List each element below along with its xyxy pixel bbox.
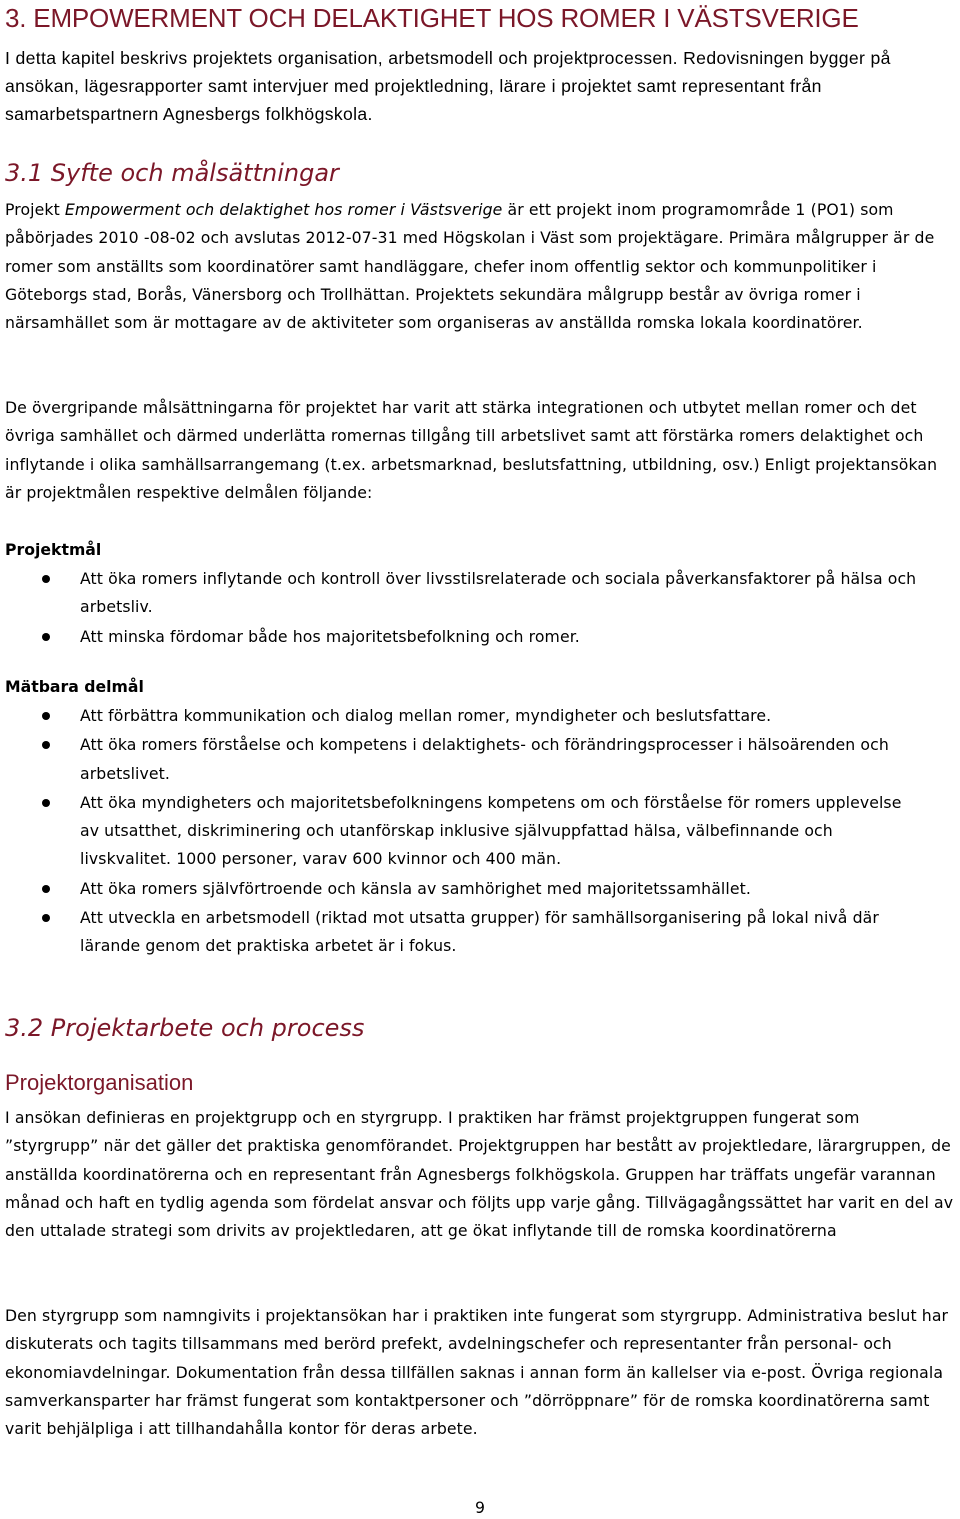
list-item [0,565,950,622]
list-item-text: Att öka romers förståelse och kompetens i delaktighets- och förändringsprocesser i hälsoärenden och arbetslivet. [80,735,889,783]
paragraph-text: är ett projekt inom programområde 1 (PO1) som påbörjades 2010 -08-02 och avslutas 2012-07-31 med Högskolan i Väst som projektägare. Primära målgrupper är de romer som anställts som koordinatörer samt handläggare, chefer inom offentlig sektor och kommunpolitiker i Göteborgs stad, Borås, Vänersborg och Trollhättan. Projektets sekundära målgrupp består av övriga romer i närsamhället som är mottagare av de aktiviteter som organiseras av anställda romska lokala koordinatörer. [5,200,935,333]
list-item [0,904,950,961]
list-item-text: Att öka romers självförtroende och känsla av samhörighet med majoritetssamhället. [80,878,751,898]
bullet-icon [42,799,50,807]
project-name-italic: Empowerment och delaktighet hos romer i Västsverige [64,200,503,219]
section-3-2-subtitle: Projektorganisation [5,1070,194,1095]
chapter-heading: 3. EMPOWERMENT OCH DELAKTIGHET HOS ROMER I VÄSTSVERIGE [5,3,859,33]
bullet-icon [42,914,50,922]
list-item-text: Att utveckla en arbetsmodell (riktad mot utsatta grupper) för samhällsorganisering på lokal nivå där lärande genom det praktiska arbetet är i fokus. [80,908,879,956]
section-3-1-title: 3.1 Syfte och målsättningar [5,159,339,187]
goals-title: Projektmål [5,540,102,559]
goals-list [0,565,950,652]
list-item [0,623,950,651]
section-3-2-paragraph-1: I ansökan definieras en projektgrupp och en styrgrupp. I praktiken har främst projektgruppen fungerat som ”styrgrupp” när det gäller det praktiska genomförandet. Projektgruppen har bestått av projektledare, lärargruppen, de anställda koordinatörerna och en representant från Agnesbergs folkhögskola. Gruppen har träffats ungefär varannan månad och haft en tydlig agenda som fördelat ansvar och följts upp varje gång. Tillvägagångssättet har varit en del av den uttalade strategi som drivits av projektledaren, att ge ökat inflytande till de romska koordinatörerna [5,1108,954,1241]
list-item [0,702,950,730]
bullet-icon [42,633,50,641]
list-item [0,789,950,874]
list-item-text: Att öka romers inflytande och kontroll över livsstilsrelaterade och sociala påverkansfaktorer på hälsa och arbetsliv. [80,569,917,617]
paragraph-text: Projekt [5,200,65,219]
list-item [0,731,950,788]
list-item-text: Att minska fördomar både hos majoritetsbefolkning och romer. [80,626,580,646]
list-item-text: Att öka myndigheters och majoritetsbefolkningens kompetens om och förståelse för romers upplevelse av utsatthet, diskriminering och utanförskap inklusive självuppfattad hälsa, välbefinnande och livskvalitet. 1000 personer, varav 600 kvinnor och 400 män. [80,792,902,869]
section-3-1-paragraph-1 [5,196,955,337]
sub-goals-list [0,702,950,962]
list-item [0,875,950,903]
bullet-icon [42,885,50,893]
sub-goals-title: Mätbara delmål [5,677,144,696]
bullet-icon [42,712,50,720]
section-3-2-paragraph-2: Den styrgrupp som namngivits i projektansökan har i praktiken inte fungerat som styrgrupp. Administrativa beslut har diskuterats och tagits tillsammans med berörd prefekt, avdelningschefer och representanter från personal- och ekonomiavdelningar. Dokumentation från dessa tillfällen saknas i annan form än kallelser via e-post. Övriga regionala samverkansparter har främst fungerat som kontaktpersoner och ”dörröppnare” för de romska koordinatörerna samt varit behjälpliga i att tillhandahålla kontor för deras arbete. [5,1306,949,1439]
section-3-2-title: 3.2 Projektarbete och process [5,1014,365,1042]
page-number: 9 [475,1498,485,1517]
bullet-icon [42,741,50,749]
bullet-icon [42,575,50,583]
intro-paragraph: I detta kapitel beskrivs projektets organisation, arbetsmodell och projektprocessen. Redovisningen bygger på ansökan, lägesrapporter samt intervjuer med projektledning, lärare i projektet samt representant från samarbetspartnern Agnesbergs folkhögskola. [5,48,891,124]
list-item-text: Att förbättra kommunikation och dialog mellan romer, myndigheter och beslutsfattare. [80,706,772,725]
section-3-1-paragraph-2: De övergripande målsättningarna för projektet har varit att stärka integrationen och utbytet mellan romer och det övriga samhället och därmed underlätta romernas tillgång till arbetslivet samt att förstärka romers delaktighet och inflytande i olika samhällsarrangemang (t.ex. arbetsmarknad, beslutsfattning, utbildning, osv.) Enligt projektansökan är projektmålen respektive delmålen följande: [5,398,938,502]
